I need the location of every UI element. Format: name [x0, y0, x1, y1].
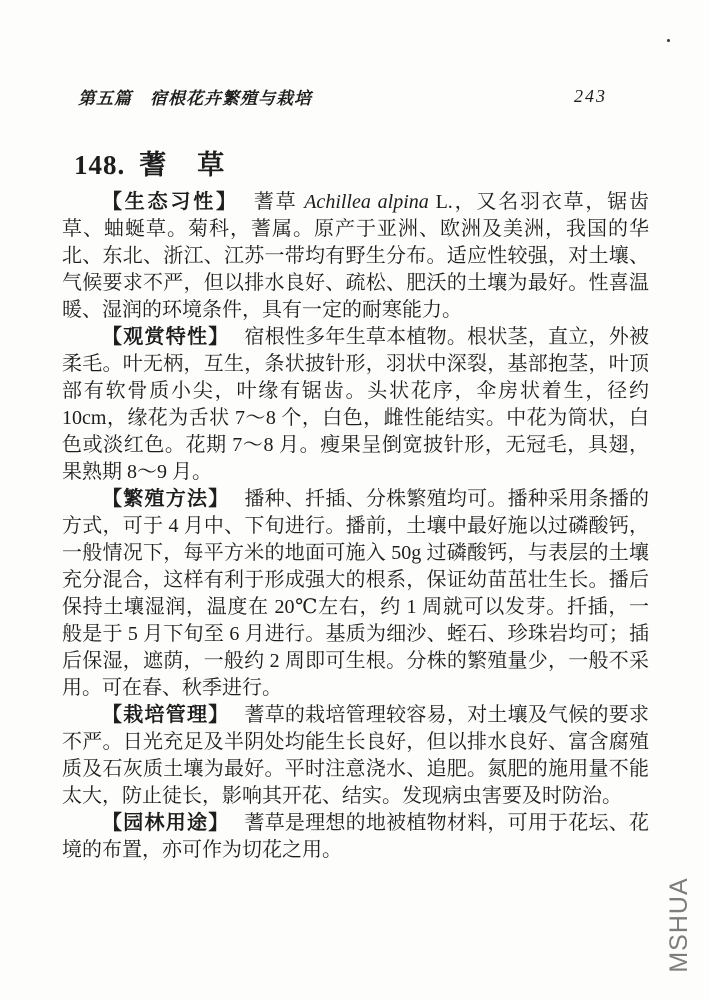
- article-body: [62, 189, 649, 864]
- paragraph-propagation: [62, 486, 649, 702]
- entry-name: 蓍 草: [139, 150, 227, 180]
- running-head: [62, 84, 648, 108]
- paragraph-ecology: [62, 189, 649, 324]
- section-label-landscape-use: 【园林用途】: [102, 812, 230, 834]
- entry-title: [74, 143, 226, 182]
- scan-speck-artifact: [667, 39, 670, 42]
- paragraph-ecology-text: L.，又名羽衣草，锯齿草、蚰蜒草。菊科，蓍属。原产于亚洲、欧洲及美洲，我国的华北、东北、浙江、江苏一带均有野生分布。适应性较强，对土壤、气候要求不严，但以排水良好、疏松、肥沃的土壤为最好。性喜温暖、湿润的环境条件，具有一定的耐寒能力。: [62, 191, 650, 321]
- paragraph-cultivation-text: 蓍草的栽培管理较容易，对土壤及气候的要求不严。日光充足及半阴处均能生长良好，但以排水良好、富含腐殖质及石灰质土壤为最好。平时注意浇水、追肥。氮肥的施用量不能太大，防止徒长，影响其开花、结实。发现病虫害要及时防治。: [62, 704, 650, 807]
- latin-binomial: Achillea alpina: [304, 191, 429, 213]
- paragraph-ornamental-text: 宿根性多年生草本植物。根状茎，直立，外被柔毛。叶无柄，互生，条状披针形，羽状中深裂，基部抱茎，叶顶部有软骨质小尖，叶缘有锯齿。头状花序，伞房状着生，径约 10cm，缘花为舌状 7～8 个，白色，雌性能结实。中花为筒状，白色或淡红色。花期 7～8 月。瘦果呈倒宽披针形，无冠毛，具翅，果熟期 8～9 月。: [62, 326, 650, 483]
- paragraph-ecology-intro: 蓍草: [253, 191, 305, 213]
- watermark-vertical-text: MSHUA: [665, 877, 693, 973]
- page-number: 243: [574, 86, 607, 106]
- paragraph-cultivation: [62, 702, 649, 810]
- entry-number: 148.: [74, 150, 126, 180]
- paragraph-propagation-text: 播种、扦插、分株繁殖均可。播种采用条播的方式，可于 4 月中、下旬进行。播前，土壤中最好施以过磷酸钙，一般情况下，每平方米的地面可施入 50g 过磷酸钙，与表层的土壤充分混合，这样有利于形成强大的根系，保证幼苗茁壮生长。播后保持土壤湿润，温度在 20℃左右，约 1 周就可以发芽。扦插，一般是于 5 月下旬至 6 月进行。基质为细沙、蛭石、珍珠岩均可；插后保湿，遮荫，一般约 2 周即可生根。分株的繁殖量少，一般不采用。可在春、秋季进行。: [62, 488, 650, 699]
- running-head-section-title: 第五篇 宿根花卉繁殖与栽培: [78, 89, 312, 108]
- paragraph-landscape-use: [62, 810, 649, 864]
- section-label-ecology: 【生态习性】: [102, 191, 239, 213]
- section-label-ornamental: 【观赏特性】: [102, 326, 230, 348]
- paragraph-landscape-use-text: 蓍草是理想的地被植物材料，可用于花坛、花境的布置，亦可作为切花之用。: [62, 812, 650, 861]
- section-label-propagation: 【繁殖方法】: [102, 488, 230, 510]
- paragraph-ornamental: [62, 324, 649, 486]
- section-label-cultivation: 【栽培管理】: [102, 704, 230, 726]
